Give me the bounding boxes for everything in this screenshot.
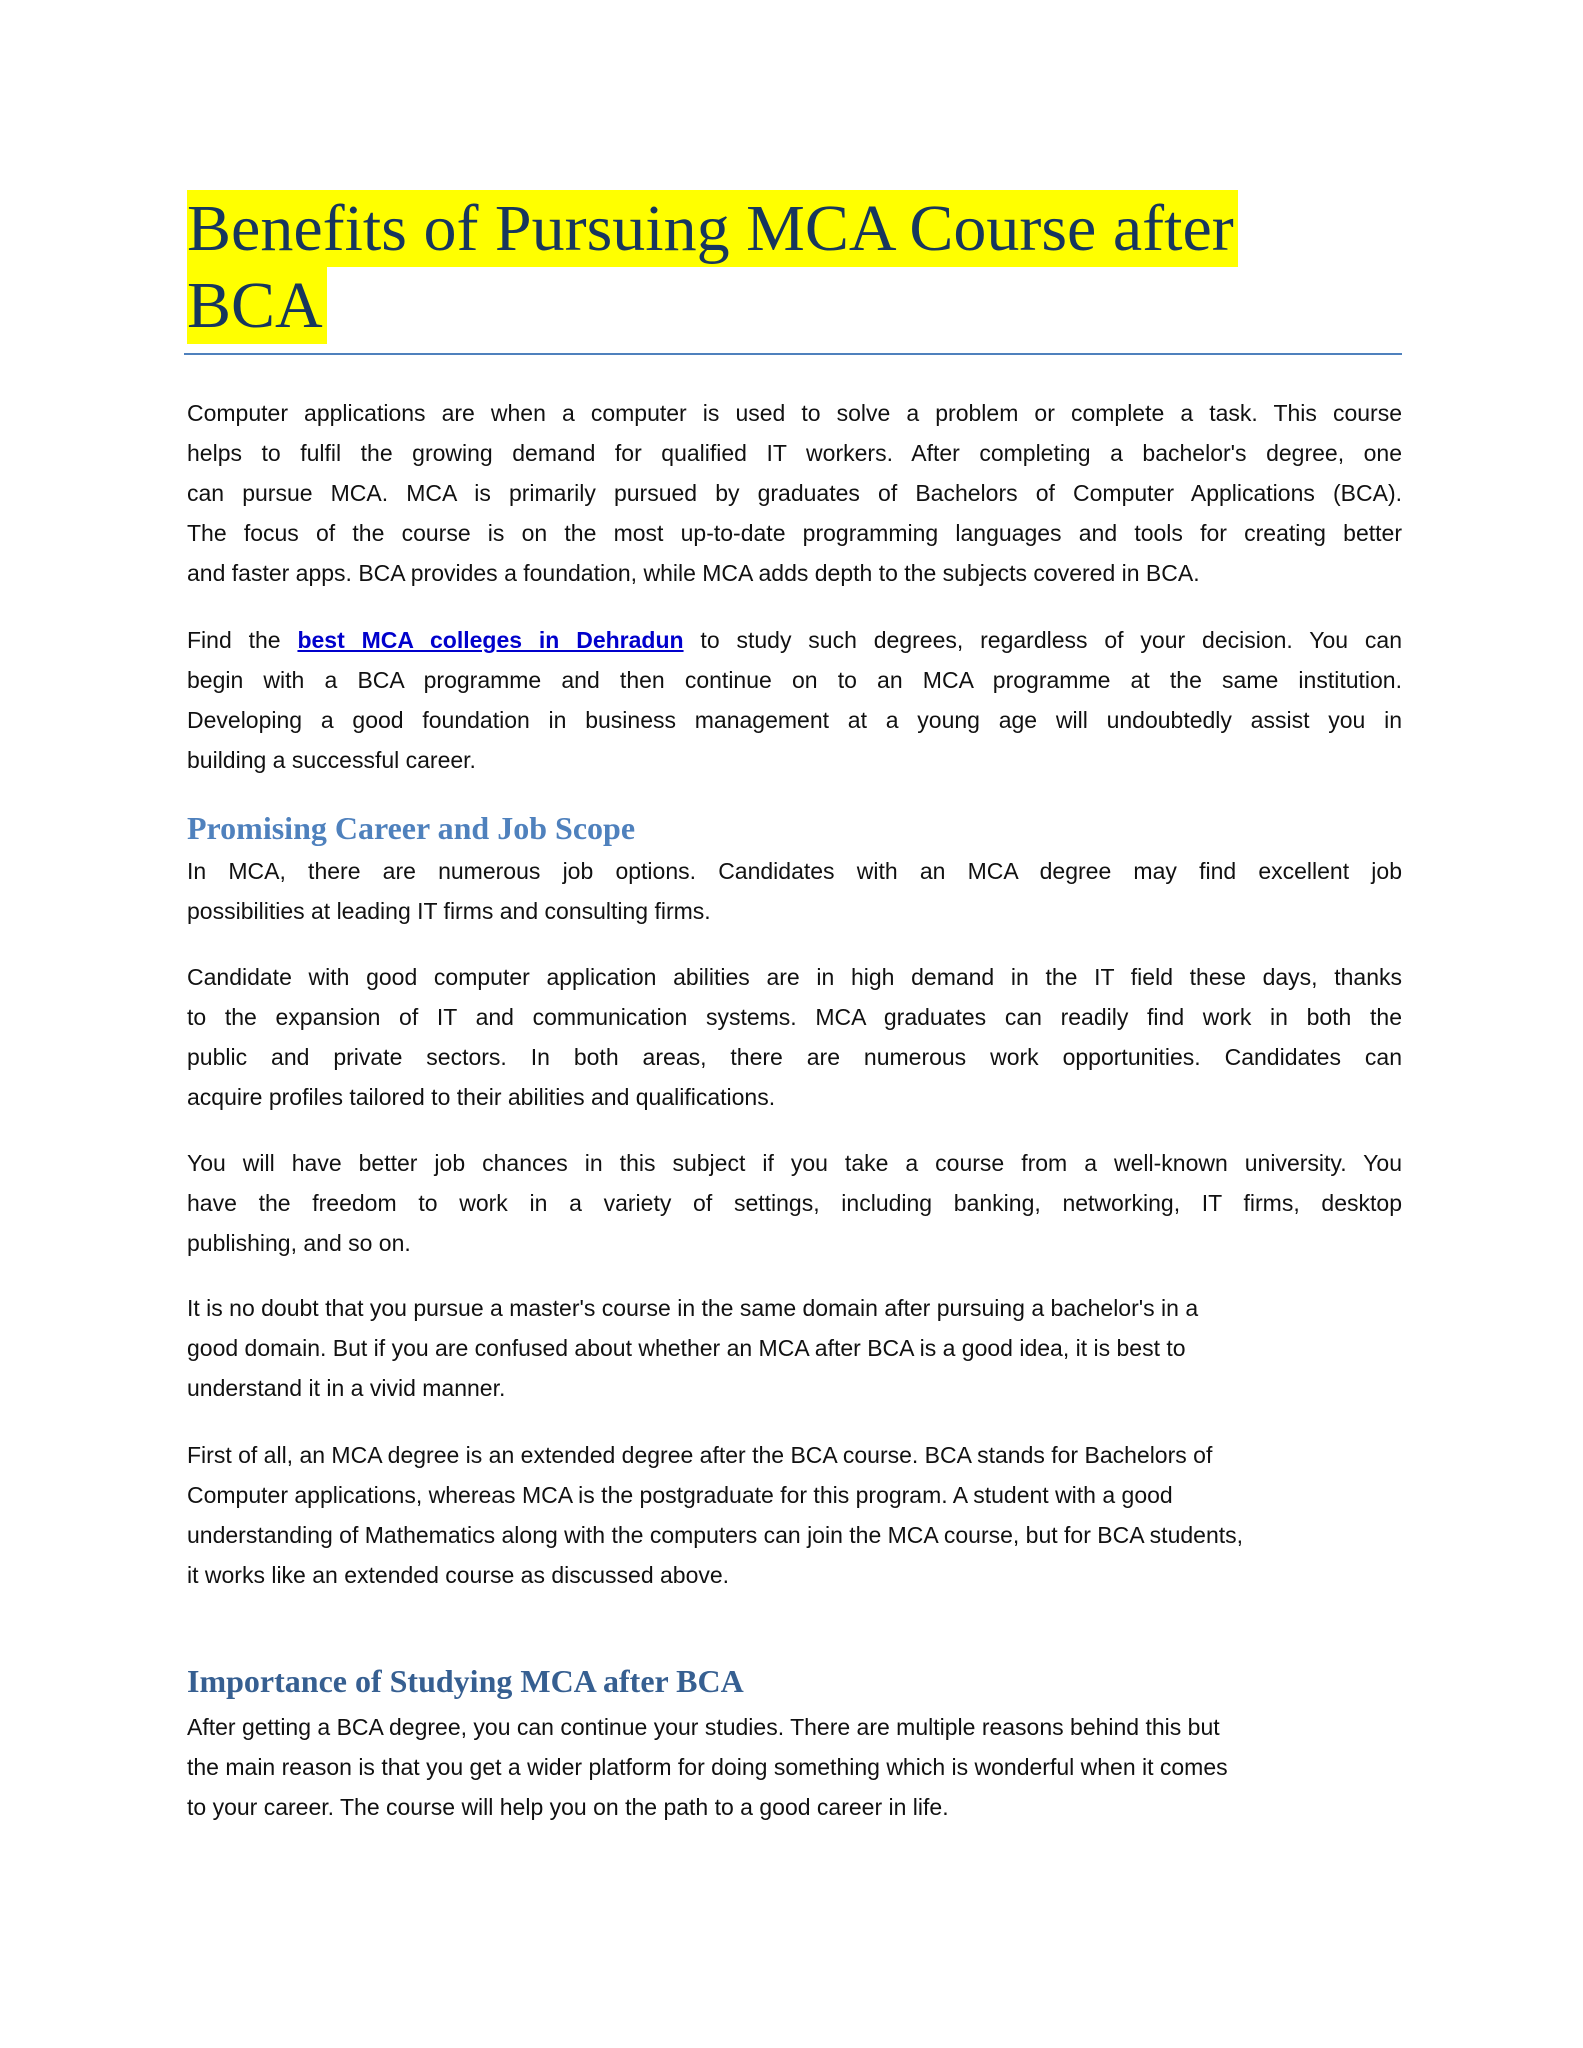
text-line: publishing, and so on. [187,1230,411,1256]
text-line: acquire profiles tailored to their abilities and qualifications. [187,1084,776,1110]
text-line: good domain. But if you are confused about whether an MCA after BCA is a good idea, it is best to [187,1335,1186,1361]
title-line-1: Benefits of Pursuing MCA Course after [187,190,1238,267]
text-line: helps to fulfil the growing demand for qualified IT workers. After completing a bachelor's degree, one [187,440,1402,466]
heading-importance: Importance of Studying MCA after BCA [187,1663,744,1699]
text-line: have the freedom to work in a variety of settings, including banking, networking, IT firms, desktop [187,1190,1402,1216]
text-line: to your career. The course will help you on the path to a good career in life. [187,1794,949,1820]
paragraph-colleges [187,620,1402,780]
paragraph-masters [187,1288,1402,1408]
text-line: Computer applications are when a computer is used to solve a problem or complete a task. This course [187,400,1402,426]
paragraph-importance [187,1707,1402,1827]
text-line [187,620,1402,660]
paragraph-job-chances [187,1143,1402,1263]
text-line: it works like an extended course as discussed above. [187,1562,730,1588]
paragraph-intro [187,393,1402,593]
text-line: can pursue MCA. MCA is primarily pursued by graduates of Bachelors of Computer Applications (BCA). [187,480,1402,506]
title-line-2: BCA [187,267,327,344]
text-line: In MCA, there are numerous job options. Candidates with an MCA degree may find excellent job [187,858,1402,884]
title-divider [184,353,1402,355]
text-line: Candidate with good computer application abilities are in high demand in the IT field these days, thanks [187,964,1402,990]
text-segment: Find the [187,627,298,653]
text-line: possibilities at leading IT firms and consulting firms. [187,898,711,924]
text-line: the main reason is that you get a wider platform for doing something which is wonderful when it comes [187,1754,1228,1780]
text-line: First of all, an MCA degree is an extended degree after the BCA course. BCA stands for Bachelors of [187,1442,1213,1468]
text-line: You will have better job chances in this subject if you take a course from a well-known university. You [187,1150,1402,1176]
text-line: understanding of Mathematics along with the computers can join the MCA course, but for BCA students, [187,1522,1244,1548]
text-line: The focus of the course is on the most up-to-date programming languages and tools for creating better [187,520,1402,546]
paragraph-extended-degree [187,1435,1402,1595]
text-line: Developing a good foundation in business management at a young age will undoubtedly assist you in [187,707,1402,733]
text-line: After getting a BCA degree, you can continue your studies. There are multiple reasons behind this but [187,1714,1220,1740]
text-line: Computer applications, whereas MCA is the postgraduate for this program. A student with a good [187,1482,1173,1508]
text-line: public and private sectors. In both areas, there are numerous work opportunities. Candidates can [187,1044,1402,1070]
document-title [187,190,1238,344]
paragraph-job-options [187,851,1402,931]
text-segment: to study such degrees, regardless of your decision. You can [683,627,1403,653]
text-line: understand it in a vivid manner. [187,1375,506,1401]
text-line: begin with a BCA programme and then continue on to an MCA programme at the same institution. [187,667,1402,693]
heading-career-scope: Promising Career and Job Scope [187,810,636,846]
paragraph-demand [187,957,1402,1117]
text-line: and faster apps. BCA provides a foundation, while MCA adds depth to the subjects covered in BCA. [187,560,1200,586]
text-line: building a successful career. [187,747,476,773]
text-line: to the expansion of IT and communication systems. MCA graduates can readily find work in both the [187,1004,1402,1030]
text-line: It is no doubt that you pursue a master's course in the same domain after pursuing a bachelor's in a [187,1295,1199,1321]
best-mca-colleges-link[interactable]: best MCA colleges in Dehradun [297,627,684,653]
